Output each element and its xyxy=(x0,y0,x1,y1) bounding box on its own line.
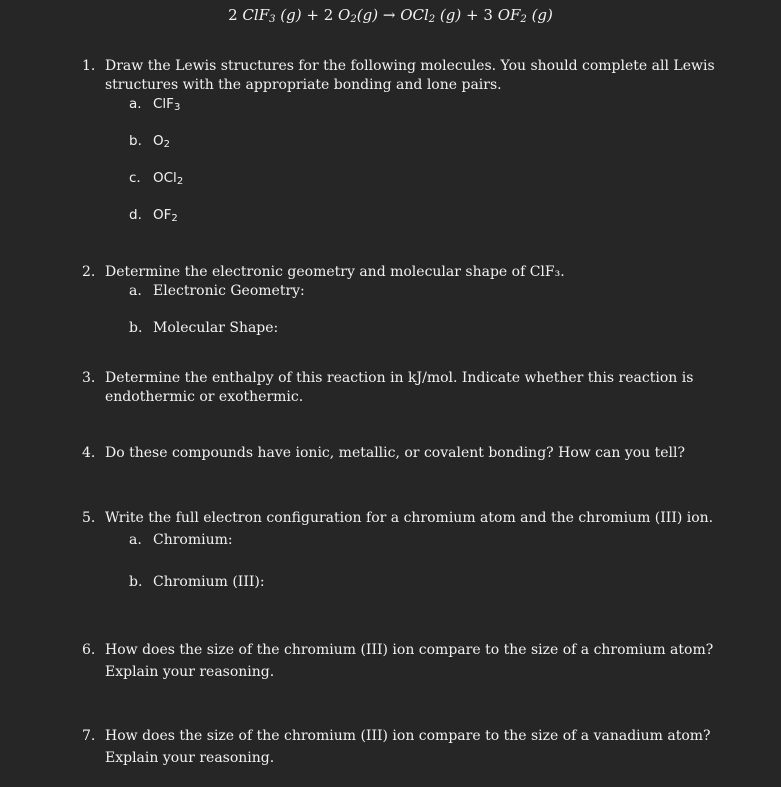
question-text: Do these compounds have ionic, metallic, or covalent bonding? How can you tell? xyxy=(105,445,686,461)
subscript: 2 xyxy=(163,139,171,150)
state-label: (g) xyxy=(356,6,379,24)
sub-item-letter: c. xyxy=(129,170,141,186)
state-label: (g) xyxy=(280,6,302,24)
question-text: How does the size of the chromium (III) ion compare to the size of a chromium atom? Explain your reasoning. xyxy=(105,642,714,680)
reactant-formula: O xyxy=(338,6,351,24)
plus-sign: + xyxy=(306,6,319,24)
product-formula: OF xyxy=(497,6,521,24)
coefficient: 3 xyxy=(483,6,493,24)
question-number: 1. xyxy=(82,58,96,74)
reaction-arrow: → xyxy=(382,6,396,24)
sub-item xyxy=(129,319,278,338)
sub-item-label: Chromium (III): xyxy=(153,574,265,590)
sub-item xyxy=(129,573,265,592)
sub-item-letter: b. xyxy=(129,133,142,149)
question-number: 5. xyxy=(82,510,96,526)
question-text: Write the full electron configuration for a chromium atom and the chromium (III) ion. xyxy=(105,510,714,526)
sub-item-letter: a. xyxy=(129,283,142,299)
subscript: 3 xyxy=(269,14,276,25)
question-7 xyxy=(82,725,732,769)
sub-item-label: OF xyxy=(153,207,172,223)
question-number: 7. xyxy=(82,728,96,744)
question-number: 6. xyxy=(82,642,96,658)
sub-item-label: Electronic Geometry: xyxy=(153,283,305,299)
subscript: 2 xyxy=(520,14,527,25)
sub-item-letter: d. xyxy=(129,207,142,223)
question-1 xyxy=(82,57,732,95)
sub-item xyxy=(129,132,170,154)
sub-item xyxy=(129,169,183,191)
question-number: 2. xyxy=(82,264,96,280)
sub-item-label: OCl xyxy=(153,170,177,186)
question-text: Determine the electronic geometry and molecular shape of ClF₃. xyxy=(105,264,565,280)
question-number: 4. xyxy=(82,445,96,461)
sub-item-label: ClF xyxy=(153,96,174,112)
subscript: 3 xyxy=(173,102,181,113)
sub-item xyxy=(129,282,305,301)
sub-item-letter: a. xyxy=(129,96,142,112)
sub-item-letter: a. xyxy=(129,532,142,548)
sub-item-label: Molecular Shape: xyxy=(153,320,279,336)
product-formula: OCl xyxy=(400,6,429,24)
question-2 xyxy=(82,263,732,282)
question-5 xyxy=(82,509,732,528)
sub-item-label: O xyxy=(153,133,164,149)
sub-item xyxy=(129,95,180,117)
question-number: 3. xyxy=(82,370,96,386)
question-3 xyxy=(82,369,732,407)
reaction-equation xyxy=(0,6,781,25)
coefficient: 2 xyxy=(323,6,334,24)
state-label: (g) xyxy=(531,6,553,24)
question-text: Determine the enthalpy of this reaction in kJ/mol. Indicate whether this reaction is endothermic or exothermic. xyxy=(105,370,694,405)
sub-item xyxy=(129,531,233,550)
coefficient: 2 xyxy=(228,6,238,24)
question-6 xyxy=(82,639,732,683)
question-text: How does the size of the chromium (III) ion compare to the size of a vanadium atom? Explain your reasoning. xyxy=(105,728,711,766)
sub-item-letter: b. xyxy=(129,574,143,590)
question-text: Draw the Lewis structures for the following molecules. You should complete all Lewis structures with the appropriate bonding and lone pairs. xyxy=(105,58,715,93)
question-4 xyxy=(82,444,732,463)
reactant-formula: ClF xyxy=(242,6,270,24)
subscript: 2 xyxy=(171,213,178,224)
plus-sign: + xyxy=(466,6,479,24)
subscript: 2 xyxy=(176,176,184,187)
state-label: (g) xyxy=(439,6,462,24)
subscript: 2 xyxy=(428,14,436,25)
subscript: 2 xyxy=(350,14,357,25)
sub-item xyxy=(129,206,178,228)
sub-item-label: Chromium: xyxy=(153,532,233,548)
sub-item-letter: b. xyxy=(129,320,143,336)
